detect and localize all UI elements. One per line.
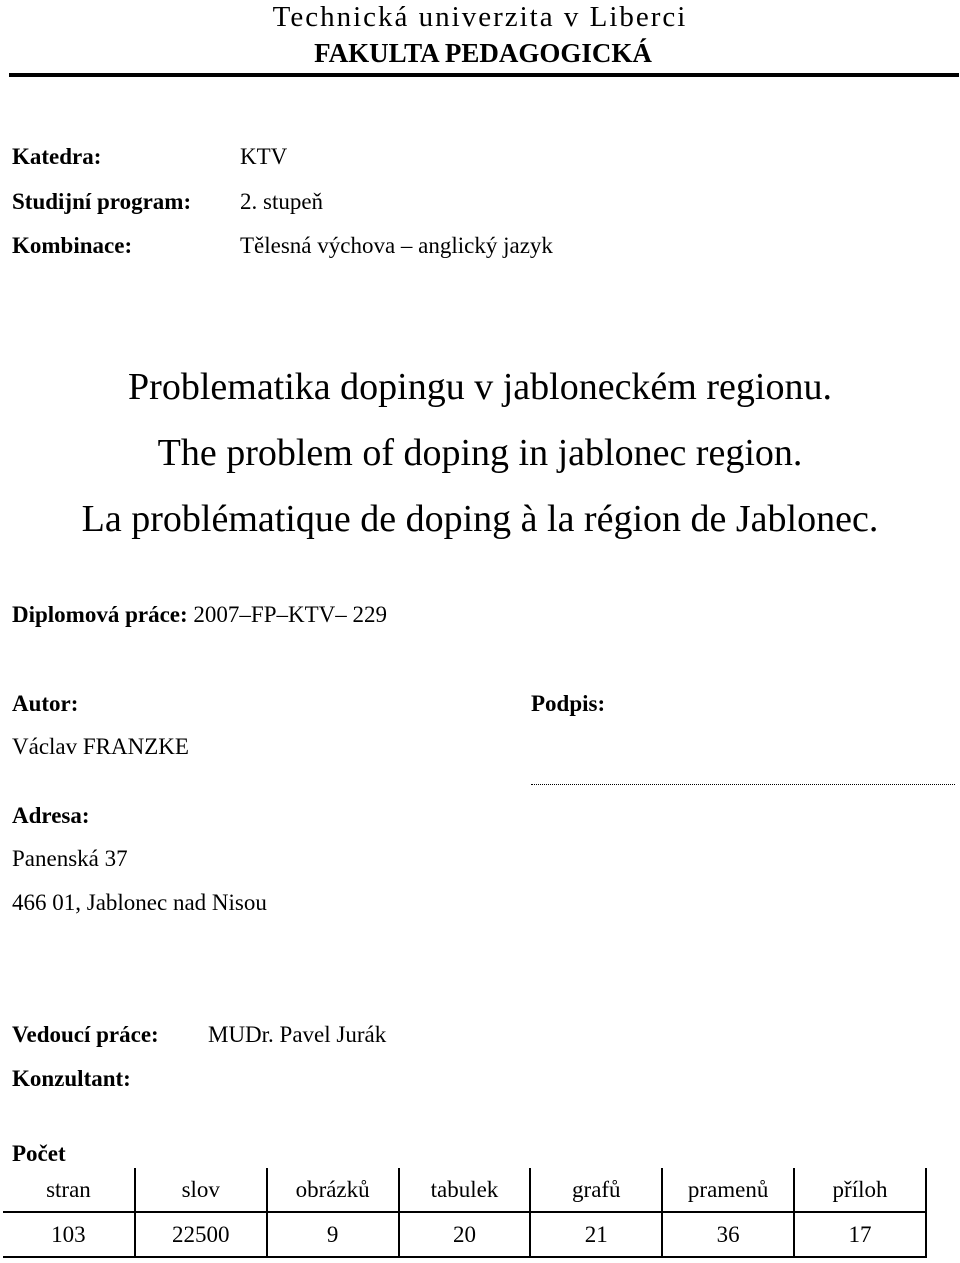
table-value-cell: 21 <box>530 1212 662 1257</box>
table-header-cell: obrázků <box>267 1168 399 1212</box>
university-name: Technická univerzita v Liberci <box>272 1 688 33</box>
table-header-cell: slov <box>135 1168 267 1212</box>
table-header-cell: pramenů <box>662 1168 794 1212</box>
department-value: KTV <box>240 144 288 169</box>
title-french: La problématique de doping à la région de Jablonec. <box>81 498 879 540</box>
address-label: Adresa: <box>12 803 90 828</box>
signature-label: Podpis: <box>531 691 606 716</box>
author-label: Autor: <box>12 691 79 716</box>
table-value-cell: 9 <box>267 1212 399 1257</box>
program-value: 2. stupeň <box>240 189 324 214</box>
count-table <box>3 1168 927 1258</box>
supervisor-value: MUDr. Pavel Jurák <box>208 1022 387 1047</box>
supervisor-label: Vedoucí práce: <box>12 1022 159 1047</box>
table-value-cell: 20 <box>399 1212 531 1257</box>
title-czech: Problematika dopingu v jabloneckém regionu. <box>128 366 832 408</box>
thesis-label: Diplomová práce: <box>12 602 188 627</box>
table-value-cell: 103 <box>3 1212 135 1257</box>
table-header-cell: tabulek <box>399 1168 531 1212</box>
signature-line <box>531 784 955 785</box>
thesis-line <box>12 601 387 629</box>
address-city: 466 01, Jablonec nad Nisou <box>12 890 267 915</box>
header-divider <box>9 73 959 77</box>
author-name: Václav FRANZKE <box>12 734 189 759</box>
table-header-cell: stran <box>3 1168 135 1212</box>
count-label: Počet <box>12 1141 66 1166</box>
count-value-row <box>3 1212 926 1257</box>
department-label: Katedra: <box>12 144 102 169</box>
faculty-name: FAKULTA PEDAGOGICKÁ <box>314 38 652 68</box>
count-header-row <box>3 1168 926 1212</box>
program-label: Studijní program: <box>12 189 192 214</box>
table-header-cell: příloh <box>794 1168 926 1212</box>
combination-value: Tělesná výchova – anglický jazyk <box>240 233 553 258</box>
title-english: The problem of doping in jablonec region. <box>157 432 803 474</box>
table-value-cell: 22500 <box>135 1212 267 1257</box>
table-header-cell: grafů <box>530 1168 662 1212</box>
address-street: Panenská 37 <box>12 846 128 871</box>
table-value-cell: 17 <box>794 1212 926 1257</box>
thesis-number: 2007–FP–KTV– 229 <box>193 602 388 627</box>
combination-label: Kombinace: <box>12 233 133 258</box>
consultant-label: Konzultant: <box>12 1066 131 1091</box>
table-value-cell: 36 <box>662 1212 794 1257</box>
